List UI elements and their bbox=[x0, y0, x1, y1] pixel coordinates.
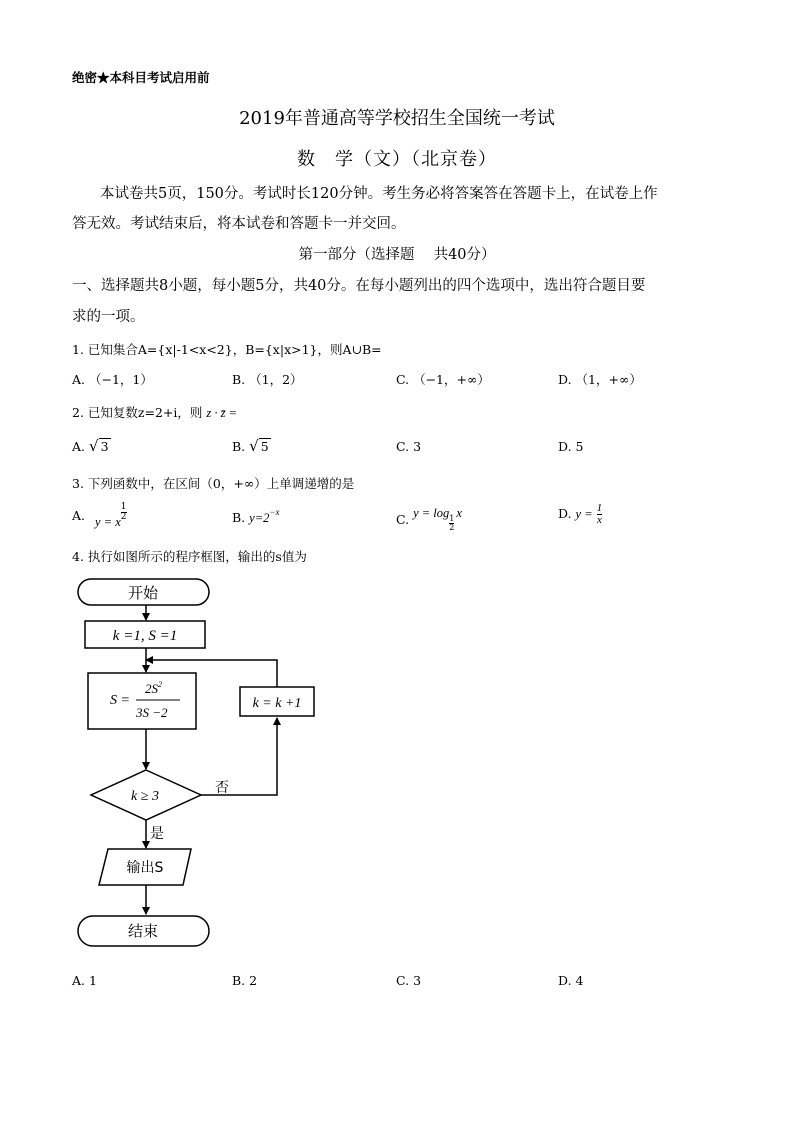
flowchart-output-label: 输出S bbox=[126, 860, 164, 876]
q3-option-d-label: D. bbox=[558, 506, 572, 521]
q2-option-a-label: A. bbox=[72, 439, 86, 454]
q3-option-b-expr: y=2 bbox=[249, 511, 270, 525]
q3-d-den: x bbox=[596, 514, 602, 526]
q3-option-b-label: B. bbox=[232, 510, 246, 525]
flowchart-arrow-no-branch bbox=[201, 718, 277, 795]
q3-stem: 3. 下列函数中，在区间（0，+∞）上单调递增的是 bbox=[72, 476, 355, 491]
q2-stem-expression: z · z̄ = bbox=[206, 406, 238, 420]
flowchart-increment-label: k = k +1 bbox=[252, 696, 302, 711]
part1-heading: 第一部分（选择题 共40分） bbox=[298, 247, 496, 263]
flowchart-end-label: 结束 bbox=[127, 922, 159, 940]
q4-option-d: D. 4 bbox=[558, 973, 584, 988]
q3-d-num: 1 bbox=[596, 502, 603, 514]
q2-option-b-radicand: 5 bbox=[260, 439, 269, 454]
q3-option-c-arg: x bbox=[456, 506, 462, 520]
q4-option-c: C. 3 bbox=[396, 973, 422, 988]
flowchart-init-label: k =1, S =1 bbox=[112, 628, 178, 644]
q2-option-a: A. √ 3 bbox=[72, 437, 109, 455]
part1-instruction-2: 求的一项。 bbox=[72, 309, 145, 325]
q1-option-b: B. （1，2） bbox=[232, 372, 303, 387]
q3-a-exp-num: 1 bbox=[120, 502, 127, 512]
exam-title: 2019年普通高等学校招生全国统一考试 bbox=[239, 108, 555, 129]
q1-stem: 1. 已知集合A={x|-1<x<2}，B={x|x>1}，则A∪B= bbox=[72, 342, 382, 357]
q4-stem: 4. 执行如图所示的程序框图，输出的s值为 bbox=[72, 549, 307, 564]
q1-option-a: A. （−1，1） bbox=[72, 372, 153, 387]
q3-option-c-expr: y = log bbox=[413, 506, 450, 520]
flowchart-start-label: 开始 bbox=[127, 584, 159, 602]
intro-line-1: 本试卷共5页，150分。考试时长120分钟。考生务必将答案答在答题卡上，在试卷上作 bbox=[100, 186, 658, 202]
q2-stem-prefix: 2. 已知复数z=2+i，则 bbox=[72, 405, 203, 420]
flowchart-no-label: 否 bbox=[215, 780, 229, 796]
q3-c-base-num: 1 bbox=[449, 514, 455, 523]
q4-option-b: B. 2 bbox=[232, 973, 258, 988]
q4-option-a: A. 1 bbox=[72, 973, 97, 988]
q3-c-base-den: 2 bbox=[449, 523, 455, 532]
intro-line-2: 答无效。考试结束后，将本试卷和答题卡一并交回。 bbox=[72, 216, 406, 232]
confidential-notice: 绝密★本科目考试启用前 bbox=[72, 70, 210, 85]
q3-a-exp-den: 2 bbox=[120, 512, 127, 522]
q1-option-c: C. （−1，+∞） bbox=[396, 372, 490, 387]
flowchart-assign-denominator: 3S −2 bbox=[136, 705, 168, 720]
q2-option-b-label: B. bbox=[232, 439, 246, 454]
flowchart-assign-shape bbox=[88, 673, 196, 729]
q2-option-c: C. 3 bbox=[396, 439, 422, 454]
q3-option-d-expr: y = bbox=[575, 507, 593, 521]
part1-instruction-1: 一、选择题共8小题，每小题5分，共40分。在每小题列出的四个选项中，选出符合题目要 bbox=[72, 278, 646, 294]
q1-option-d: D. （1，+∞） bbox=[558, 372, 642, 387]
flowchart-assign-numerator: $2S^2$ bbox=[145, 680, 162, 696]
q3-option-a-label: A. bbox=[72, 508, 86, 523]
flowchart-assign-lhs: S = bbox=[110, 693, 130, 708]
q2-option-d: D. 5 bbox=[558, 439, 584, 454]
q3-option-b-exponent: −x bbox=[269, 507, 280, 517]
q3-option-a-expr: y = x bbox=[95, 515, 121, 529]
flowchart-yes-label: 是 bbox=[150, 826, 164, 842]
exam-subtitle: 数 学（文）（北京卷） bbox=[297, 149, 497, 170]
q2-option-b: B. √ 5 bbox=[232, 437, 269, 455]
q3-option-c-label: C. bbox=[396, 512, 410, 527]
q2-option-a-radicand: 3 bbox=[100, 439, 109, 454]
flowchart-condition-label: k ≥ 3 bbox=[131, 789, 159, 804]
